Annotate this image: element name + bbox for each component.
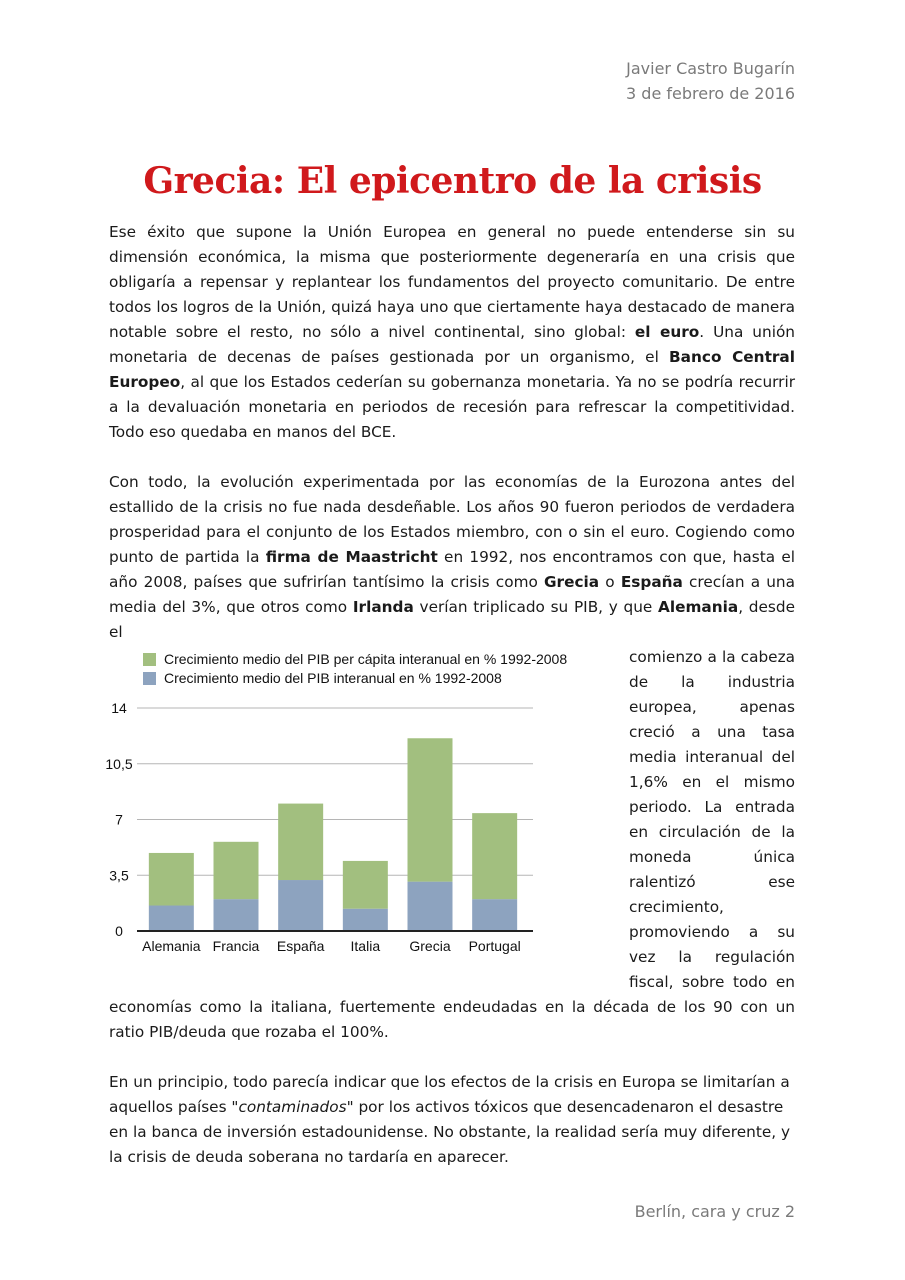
italic-text: contaminados bbox=[238, 1098, 347, 1116]
article-body bbox=[105, 220, 796, 1195]
author-name: Javier Castro Bugarín bbox=[626, 59, 795, 78]
document-date: 3 de febrero de 2016 bbox=[626, 84, 795, 103]
bar-españa bbox=[278, 880, 323, 931]
text: , al que los Estados cederían su gobernanza monetaria. Ya no se podría recurrir a la devaluación monetaria en periodos de recesión para refrescar la competitividad. Todo eso quedaba en manos del BCE. bbox=[109, 373, 795, 441]
text: . Una unión monetaria de decenas de países gestionada por un organismo, el bbox=[109, 323, 795, 366]
legend-label: Crecimiento medio del PIB per cápita interanual en % 1992-2008 bbox=[164, 651, 568, 667]
bar-francia bbox=[214, 899, 259, 931]
text: crecían a una media del 3%, que otros como bbox=[109, 573, 795, 616]
x-tick-label: Alemania bbox=[142, 938, 201, 954]
paragraph-2 bbox=[109, 470, 795, 645]
text: " por los activos tóxicos que desencadenaron el desastre en la banca de inversión estadounidense. No obstante, la realidad sería muy diferente, y la crisis de deuda soberana no tardaría en aparecer. bbox=[109, 1098, 791, 1166]
bold-text: Banco Central Europeo bbox=[109, 348, 795, 391]
bar-portugal bbox=[472, 899, 517, 931]
text: en 1992, nos encontramos con que, hasta el año 2008, países que sufrirían tantísimo la crisis como bbox=[109, 548, 796, 591]
text: Ese éxito que supone la Unión Europea en general no puede entenderse sin su dimensión económica, la misma que posteriormente degeneraría en una crisis que obligaría a repensar y replantear los fundamentos del proyecto comunitario. De entre todos los logros de la Unión, quizá haya uno que ciertamente haya destacado de manera notable sobre el resto, no sólo a nivel continental, sino global: bbox=[109, 223, 795, 341]
bold-text: España bbox=[620, 573, 683, 591]
paragraph-1 bbox=[109, 220, 795, 445]
y-tick-label: 14 bbox=[111, 700, 127, 716]
text: , desde el bbox=[109, 598, 795, 641]
x-tick-label: Portugal bbox=[468, 938, 521, 954]
text: verían triplicado su PIB, y que bbox=[413, 598, 659, 616]
y-tick-label: 7 bbox=[115, 811, 123, 828]
bar-italia bbox=[343, 861, 388, 909]
y-tick-label: 10,5 bbox=[105, 755, 133, 772]
bar-españa bbox=[278, 804, 323, 880]
bar-italia bbox=[343, 909, 388, 931]
text: o bbox=[599, 573, 621, 591]
x-tick-label: Grecia bbox=[409, 938, 451, 954]
paragraph-3 bbox=[109, 1070, 795, 1170]
bar-alemania bbox=[149, 906, 194, 931]
x-tick-label: Italia bbox=[350, 938, 381, 954]
bar-portugal bbox=[472, 813, 517, 899]
bold-text: Grecia bbox=[544, 573, 600, 591]
y-tick-label: 0 bbox=[115, 923, 123, 939]
document-header bbox=[626, 56, 795, 106]
bold-text: Irlanda bbox=[352, 598, 414, 616]
text: comienzo a la cabeza de la industria europea, apenas creció a una tasa media interanual del 1,6% en el mismo periodo. La entrada en circulación de la moneda única ralentizó ese crecimiento, promoviendo a su vez la regulación fiscal, sobre todo en economías como la italiana, fuertemente endeudadas en la década de los 90 con un ratio PIB/deuda que rozaba el 100%. bbox=[109, 648, 795, 1041]
bar-grecia bbox=[408, 882, 453, 931]
page-footer: Berlín, cara y cruz 2 bbox=[634, 1202, 795, 1221]
bar-francia bbox=[214, 842, 259, 899]
bold-text: firma de Maastricht bbox=[265, 548, 438, 566]
bar-grecia bbox=[408, 738, 453, 881]
chart-svg bbox=[105, 645, 629, 995]
gdp-growth-chart bbox=[105, 645, 629, 995]
bold-text: Alemania bbox=[658, 598, 739, 616]
y-tick-label: 3,5 bbox=[109, 867, 129, 884]
text: Con todo, la evolución experimentada por las economías de la Eurozona antes del estallido de la crisis no fue nada desdeñable. Los años 90 fueron periodos de verdadera prosperidad para el conjunto de los Estados miembro, con o sin el euro. Cogiendo como punto de partida la bbox=[109, 473, 795, 566]
legend-swatch bbox=[143, 672, 156, 685]
x-tick-label: España bbox=[276, 938, 325, 954]
legend-swatch bbox=[143, 653, 156, 666]
bar-alemania bbox=[149, 853, 194, 906]
legend-label: Crecimiento medio del PIB interanual en % 1992-2008 bbox=[164, 670, 502, 686]
x-tick-label: Francia bbox=[212, 938, 260, 954]
bold-text: el euro bbox=[634, 323, 700, 341]
text: En un principio, todo parecía indicar que los efectos de la crisis en Europa se limitarían a aquellos países " bbox=[109, 1073, 790, 1116]
page-title: Grecia: El epicentro de la crisis bbox=[143, 160, 762, 202]
